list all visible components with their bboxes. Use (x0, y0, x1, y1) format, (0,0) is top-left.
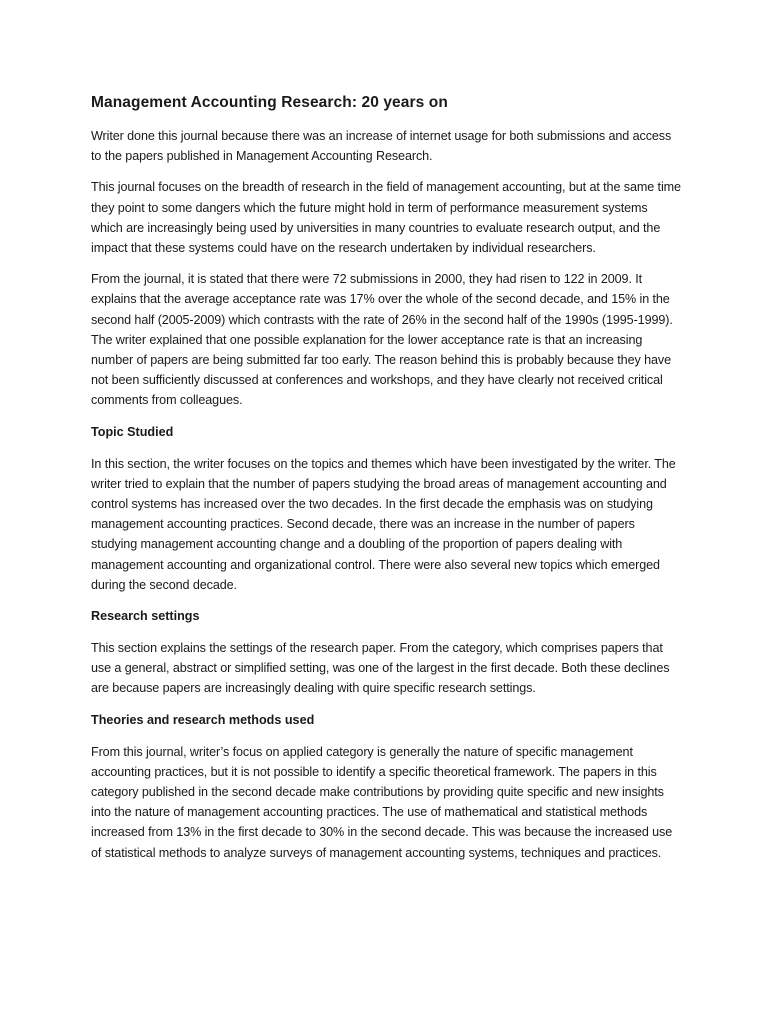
document-page (91, 92, 681, 874)
intro-paragraph-2: This journal focuses on the breadth of research in the field of management accounting, but at the same time they point to some dangers which the future might hold in term of performance measurement systems which are increasingly being used by universities in many countries to evaluate research output, and the impact that these systems could have on the research undertaken by individual researchers. (91, 180, 681, 256)
section-body-research-settings: This section explains the settings of the research paper. From the category, which comprises papers that use a general, abstract or simplified setting, was one of the largest in the first decade. Both these declines are because papers are increasingly dealing with quire specific research settings. (91, 641, 670, 696)
document-title: Management Accounting Research: 20 years on (91, 94, 448, 111)
section-body-theories-methods: From this journal, writer’s focus on applied category is generally the nature of specific management accounting practices, but it is not possible to identify a specific theoretical framework. The papers in this category published in the second decade make contributions by providing quite specific and new insights into the nature of management accounting practices. The use of mathematical and statistical methods increased from 13% in the first decade to 30% in the second decade. This was because the increased use of statistical methods to analyze surveys of management accounting systems, techniques and practices. (91, 744, 673, 860)
intro-paragraph-1: Writer done this journal because there was an increase of internet usage for both submissions and access to the papers published in Management Accounting Research. (91, 129, 672, 164)
section-heading-topic-studied: Topic Studied (91, 424, 174, 439)
section-heading-theories-methods: Theories and research methods used (91, 712, 315, 727)
intro-paragraph-3: From the journal, it is stated that there were 72 submissions in 2000, they had risen to 122 in 2009. It explains that the average acceptance rate was 17% over the whole of the second decade, and 15% in the second half (2005-2009) which contrasts with the rate of 26% in the second half of the 1990s (1995-1999). The writer explained that one possible explanation for the lower acceptance rate is that an increasing number of papers are being submitted far too early. The reason behind this is probably because they have not been sufficiently discussed at conferences and workshops, and they have clearly not received critical comments from colleagues. (91, 272, 673, 408)
section-body-topic-studied: In this section, the writer focuses on the topics and themes which have been investigated by the writer. The writer tried to explain that the number of papers studying the broad areas of management accounting and control systems has increased over the two decades. In the first decade the emphasis was on studying management accounting practices. Second decade, there was an increase in the number of papers studying management accounting change and a doubling of the proportion of papers dealing with management accounting and organizational control. There were also several new topics which emerged during the second decade. (91, 456, 676, 592)
section-heading-research-settings: Research settings (91, 609, 200, 624)
